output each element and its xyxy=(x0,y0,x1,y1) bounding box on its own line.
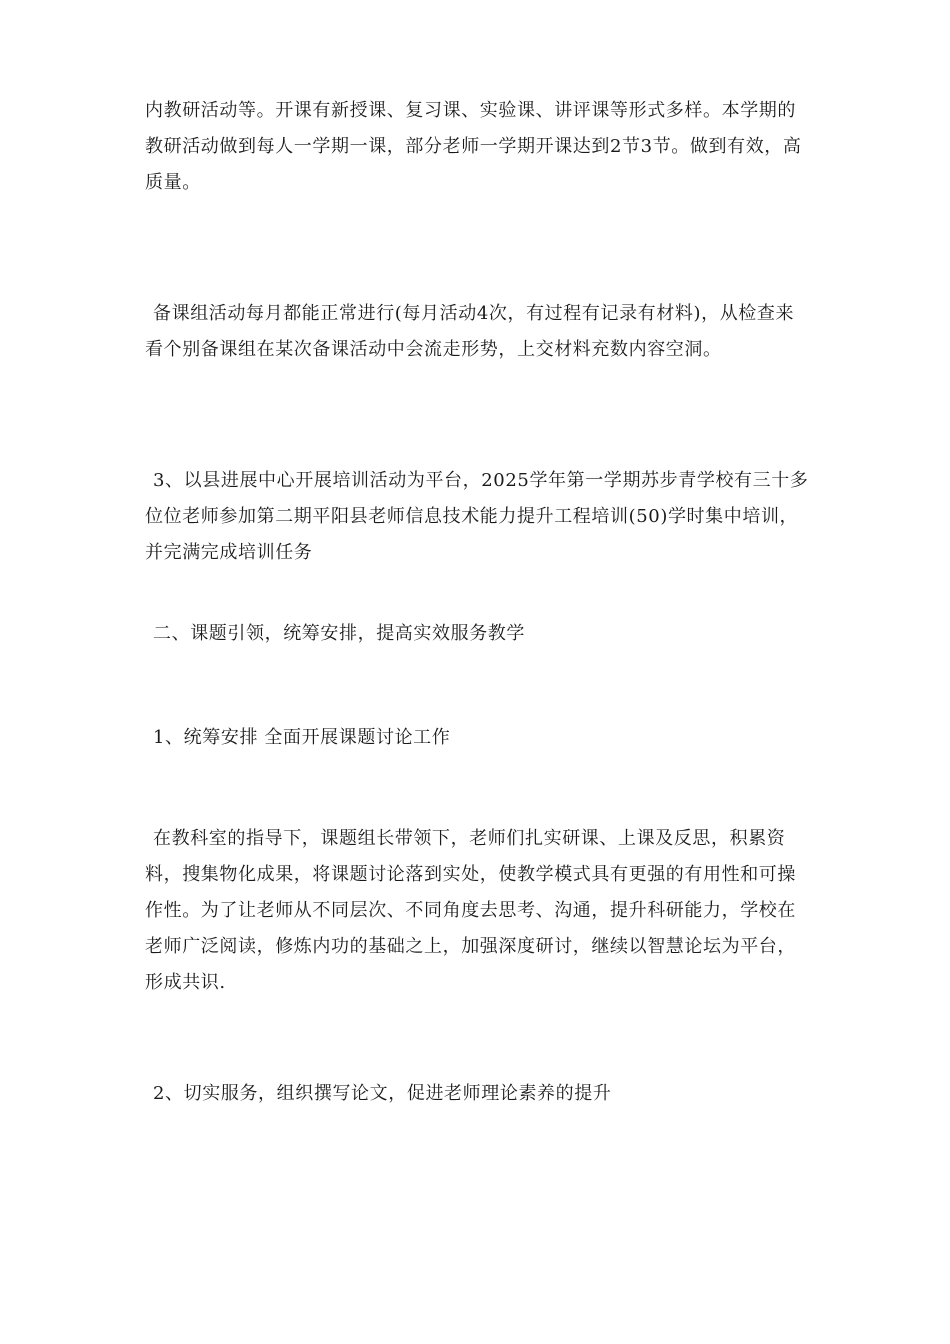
section-heading-2: 二、课题引领，统筹安排，提高实效服务教学 xyxy=(153,623,525,644)
subheading-2: 2、切实服务，组织撰写论文，促进老师理论素养的提升 xyxy=(153,1083,612,1104)
paragraph-training: 3、以县进展中心开展培训活动为平台，2025学年第一学期苏步青学校有三十多位位老师参加第二期平阳县老师信息技术能力提升工程培训(50)学时集中培训，并完满完成培训任务 xyxy=(145,470,809,563)
paragraph-research: 在教科室的指导下，课题组长带领下，老师们扎实研课、上课及反思，积累资料，搜集物化成果，将课题讨论落到实处，使教学模式具有更强的有用性和可操作性。为了让老师从不同层次、不同角度去思考、沟通，提升科研能力，学校在老师广泛阅读，修炼内功的基础之上，加强深度研讨，继续以智慧论坛为平台，形成共识. xyxy=(145,828,796,993)
subheading-1: 1、统筹安排 全面开展课题讨论工作 xyxy=(153,727,451,748)
paragraph-teaching-activities: 内教研活动等。开课有新授课、复习课、实验课、讲评课等形式多样。本学期的教研活动做到每人一学期一课，部分老师一学期开课达到2节3节。做到有效，高质量。 xyxy=(145,100,802,193)
paragraph-lesson-group: 备课组活动每月都能正常进行(每月活动4次，有过程有记录有材料)，从检查来看个别备课组在某次备课活动中会流走形势，上交材料充数内容空洞。 xyxy=(145,303,795,360)
